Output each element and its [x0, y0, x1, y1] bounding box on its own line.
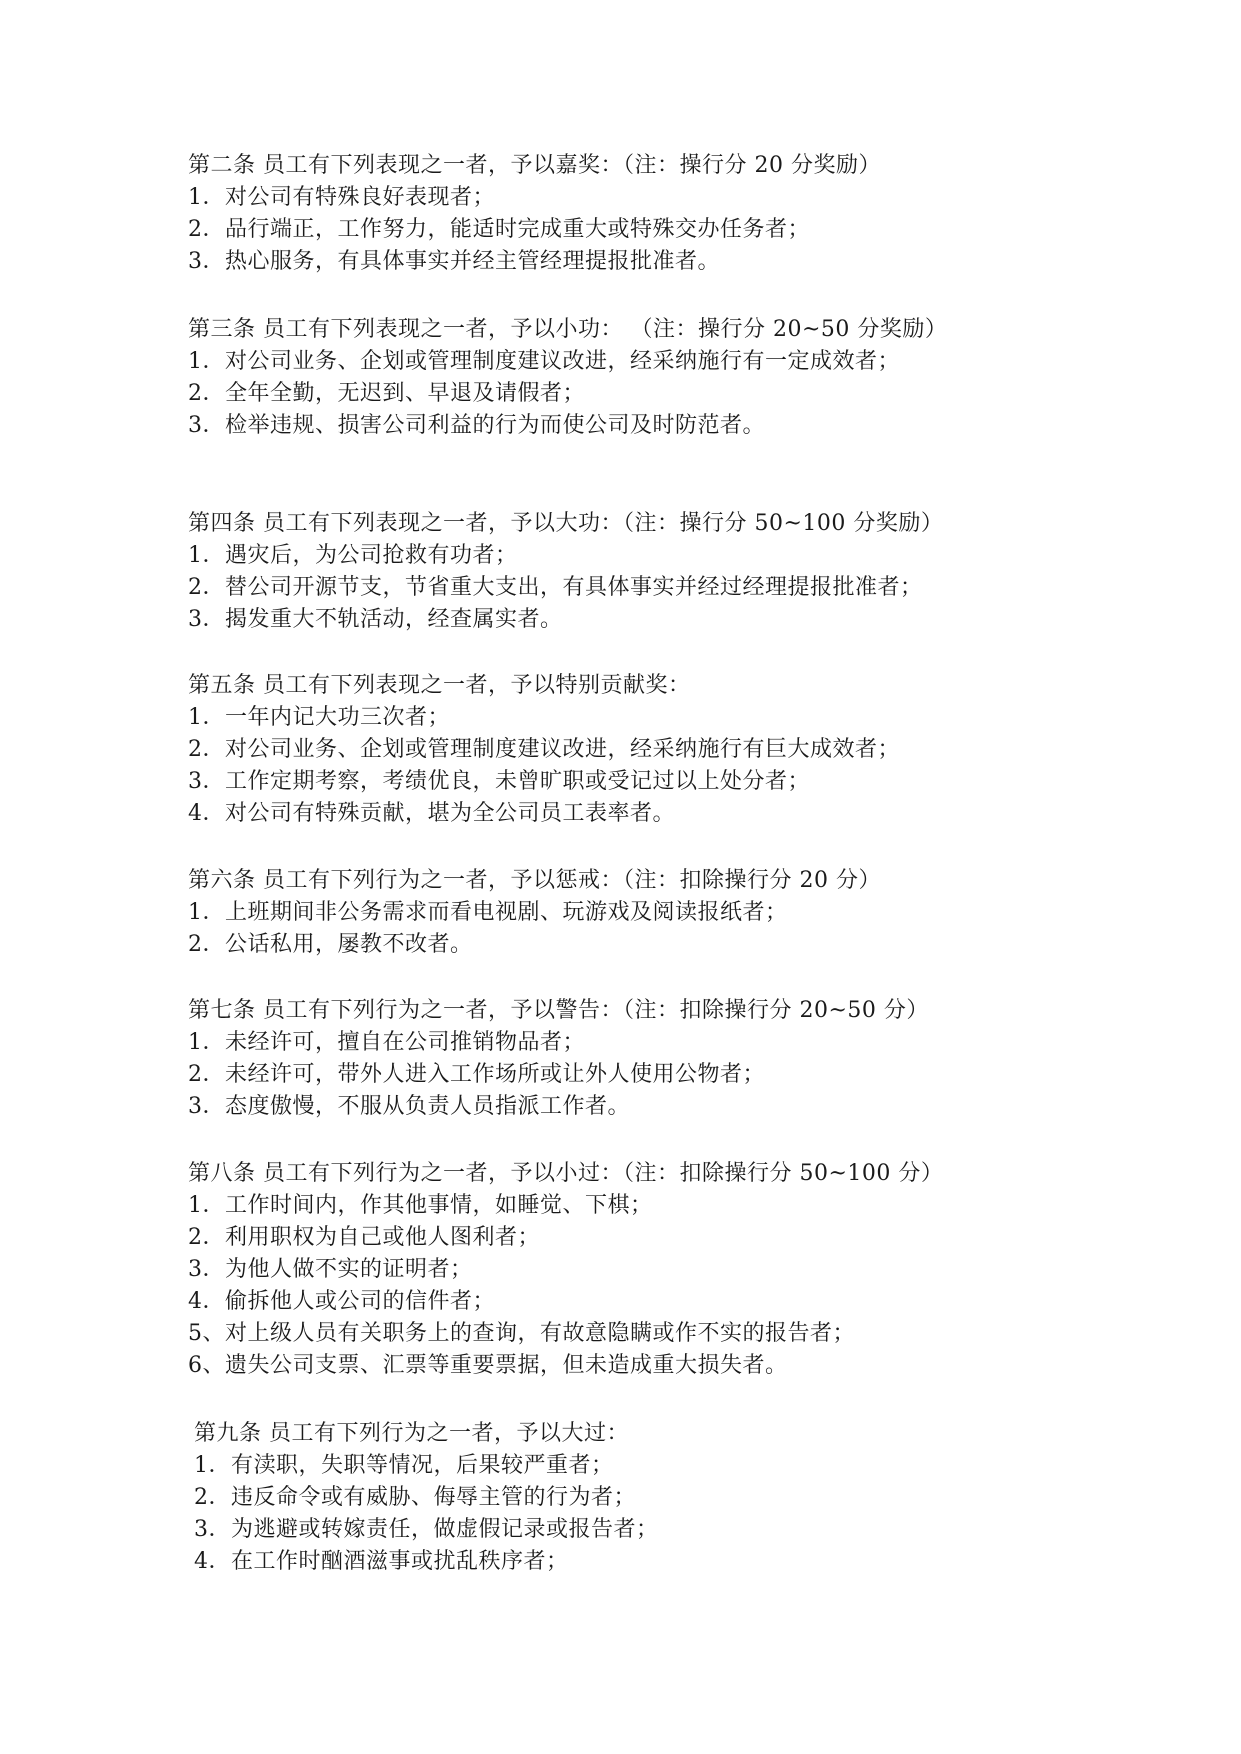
list-item	[194, 1482, 1194, 1514]
list-item	[188, 929, 1188, 961]
item-number: 1．	[188, 349, 225, 374]
item-number: 3．	[194, 1517, 231, 1542]
list-item	[194, 1450, 1194, 1482]
item-text: 热心服务，有具体事实并经主管经理提报批准者。	[225, 249, 721, 274]
list-item	[188, 702, 1188, 734]
article-6-discipline	[188, 865, 1188, 961]
item-number: 3．	[188, 769, 225, 794]
item-text: 有渎职，失职等情况，后果较严重者；	[231, 1453, 614, 1478]
item-text: 为他人做不实的证明者；	[225, 1257, 473, 1282]
list-item	[188, 214, 1188, 246]
article-heading: 第三条 员工有下列表现之一者，予以小功： （注：操行分 20~50 分奖励）	[188, 317, 948, 342]
item-text: 未经许可，带外人进入工作场所或让外人使用公物者；	[225, 1062, 766, 1087]
list-item	[188, 246, 1188, 278]
item-text: 未经许可，擅自在公司推销物品者；	[225, 1030, 586, 1055]
item-text: 对公司有特殊良好表现者；	[225, 185, 496, 210]
list-item	[188, 766, 1188, 798]
article-9-major-demerit	[194, 1418, 1194, 1578]
item-text: 上班期间非公务需求而看电视剧、玩游戏及阅读报纸者；	[225, 900, 788, 925]
item-text: 对上级人员有关职务上的查询，有故意隐瞒或作不实的报告者；	[225, 1321, 856, 1346]
list-item	[188, 1350, 1188, 1382]
list-item	[188, 1254, 1188, 1286]
item-number: 3．	[188, 1257, 225, 1282]
article-2-reward	[188, 150, 1188, 278]
list-item	[188, 182, 1188, 214]
list-item	[188, 540, 1188, 572]
list-item	[188, 604, 1188, 636]
list-item	[188, 1091, 1188, 1123]
article-7-warning	[188, 995, 1188, 1123]
item-text: 遗失公司支票、汇票等重要票据，但未造成重大损失者。	[225, 1353, 788, 1378]
list-item	[194, 1546, 1194, 1578]
item-number: 1．	[188, 543, 225, 568]
list-item	[188, 1059, 1188, 1091]
item-number: 6、	[188, 1353, 225, 1378]
list-item	[188, 1286, 1188, 1318]
list-item	[188, 734, 1188, 766]
item-number: 2．	[188, 737, 225, 762]
item-number: 2．	[188, 217, 225, 242]
item-text: 全年全勤，无迟到、早退及请假者；	[225, 381, 586, 406]
list-item	[188, 1318, 1188, 1350]
item-text: 工作定期考察，考绩优良，未曾旷职或受记过以上处分者；	[225, 769, 811, 794]
item-text: 对公司业务、企划或管理制度建议改进，经采纳施行有巨大成效者；	[225, 737, 901, 762]
item-number: 4．	[188, 1289, 225, 1314]
list-item	[188, 798, 1188, 830]
item-number: 2．	[194, 1485, 231, 1510]
item-text: 公话私用，屡教不改者。	[225, 932, 473, 957]
list-item	[188, 1027, 1188, 1059]
item-text: 在工作时酗酒滋事或扰乱秩序者；	[231, 1549, 569, 1574]
item-number: 3．	[188, 607, 225, 632]
item-number: 4．	[188, 801, 225, 826]
item-text: 为逃避或转嫁责任，做虚假记录或报告者；	[231, 1517, 659, 1542]
item-text: 遇灾后，为公司抢救有功者；	[225, 543, 518, 568]
list-item	[188, 410, 1188, 442]
item-number: 2．	[188, 932, 225, 957]
item-number: 1．	[194, 1453, 231, 1478]
article-heading: 第六条 员工有下列行为之一者，予以惩戒：（注：扣除操行分 20 分）	[188, 868, 881, 893]
article-heading: 第五条 员工有下列表现之一者，予以特别贡献奖：	[188, 673, 691, 698]
list-item	[188, 572, 1188, 604]
item-number: 3．	[188, 249, 225, 274]
item-text: 替公司开源节支，节省重大支出，有具体事实并经过经理提报批准者；	[225, 575, 923, 600]
list-item	[194, 1514, 1194, 1546]
item-text: 一年内记大功三次者；	[225, 705, 451, 730]
item-text: 对公司有特殊贡献，堪为全公司员工表率者。	[225, 801, 676, 826]
list-item	[188, 1222, 1188, 1254]
article-heading: 第九条 员工有下列行为之一者，予以大过：	[194, 1421, 629, 1446]
item-text: 利用职权为自己或他人图利者；	[225, 1225, 541, 1250]
item-number: 1．	[188, 1030, 225, 1055]
article-heading: 第八条 员工有下列行为之一者，予以小过：（注：扣除操行分 50~100 分）	[188, 1161, 944, 1186]
item-number: 2．	[188, 575, 225, 600]
item-text: 检举违规、损害公司利益的行为而使公司及时防范者。	[225, 413, 766, 438]
item-text: 品行端正，工作努力，能适时完成重大或特殊交办任务者；	[225, 217, 811, 242]
item-text: 偷拆他人或公司的信件者；	[225, 1289, 496, 1314]
item-number: 4．	[194, 1549, 231, 1574]
item-number: 3．	[188, 1094, 225, 1119]
item-text: 违反命令或有威胁、侮辱主管的行为者；	[231, 1485, 637, 1510]
list-item	[188, 897, 1188, 929]
item-number: 2．	[188, 1225, 225, 1250]
item-number: 1．	[188, 185, 225, 210]
article-heading: 第二条 员工有下列表现之一者，予以嘉奖：（注：操行分 20 分奖励）	[188, 153, 881, 178]
article-8-minor-demerit	[188, 1158, 1188, 1382]
item-number: 1．	[188, 900, 225, 925]
article-3-minor-merit	[188, 314, 1188, 442]
item-number: 2．	[188, 1062, 225, 1087]
list-item	[188, 378, 1188, 410]
article-4-major-merit	[188, 508, 1188, 636]
item-text: 工作时间内，作其他事情，如睡觉、下棋；	[225, 1193, 653, 1218]
item-number: 2．	[188, 381, 225, 406]
article-5-special-contribution	[188, 670, 1188, 830]
list-item	[188, 346, 1188, 378]
item-number: 1．	[188, 705, 225, 730]
item-text: 揭发重大不轨活动，经查属实者。	[225, 607, 563, 632]
item-text: 对公司业务、企划或管理制度建议改进，经采纳施行有一定成效者；	[225, 349, 901, 374]
item-number: 3．	[188, 413, 225, 438]
item-text: 态度傲慢，不服从负责人员指派工作者。	[225, 1094, 631, 1119]
article-heading: 第四条 员工有下列表现之一者，予以大功：（注：操行分 50~100 分奖励）	[188, 511, 944, 536]
list-item	[188, 1190, 1188, 1222]
item-number: 1．	[188, 1193, 225, 1218]
item-number: 5、	[188, 1321, 225, 1346]
article-heading: 第七条 员工有下列行为之一者，予以警告：（注：扣除操行分 20~50 分）	[188, 998, 929, 1023]
